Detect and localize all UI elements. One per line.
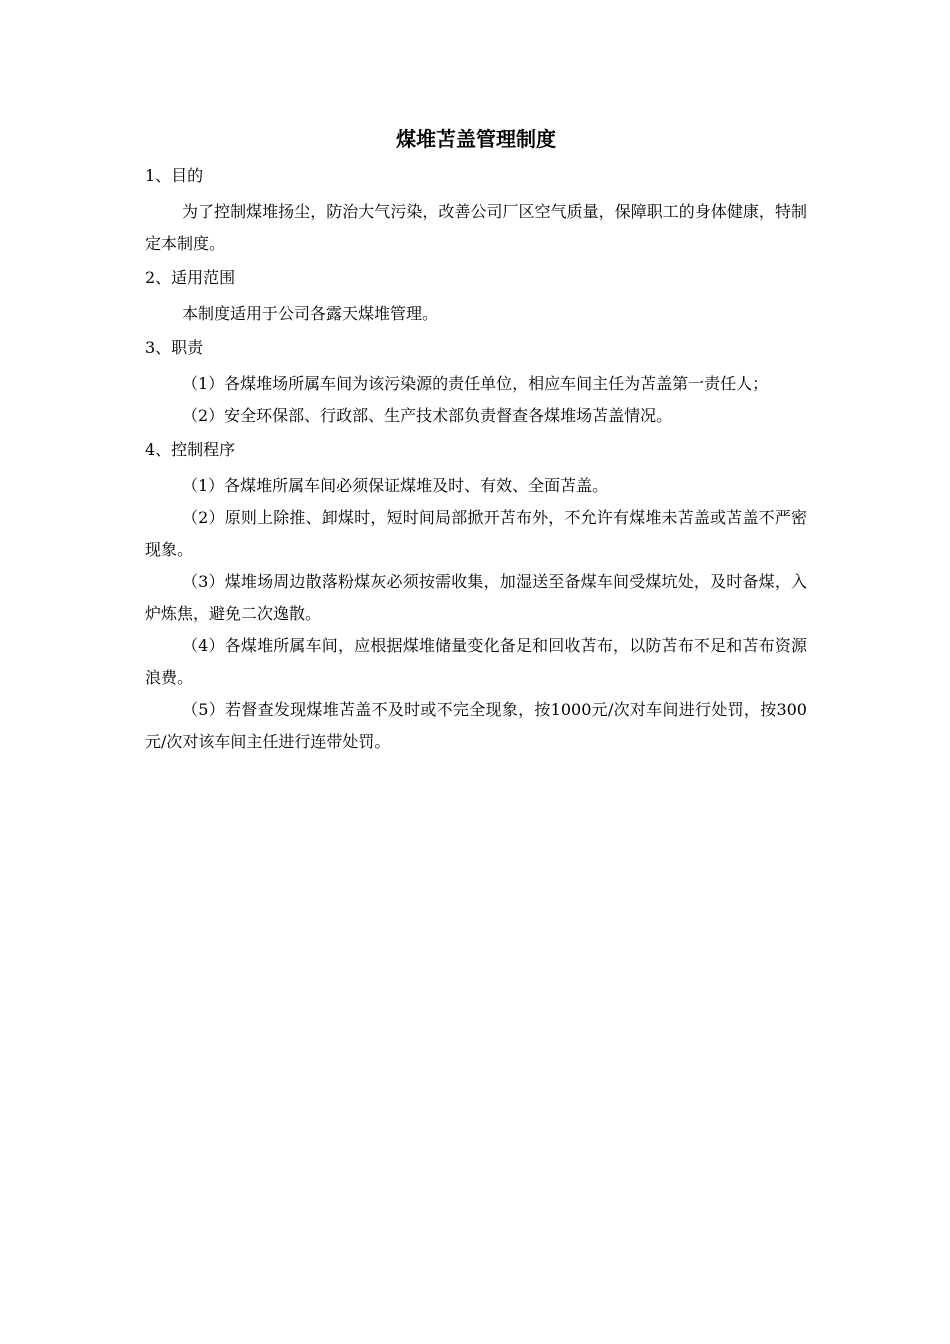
document-body	[145, 122, 807, 758]
paragraph: 本制度适用于公司各露天煤堆管理。	[182, 304, 439, 323]
section-heading: 2、适用范围	[145, 268, 236, 287]
paragraph: （5）若督查发现煤堆苫盖不及时或不完全现象，按1000元/次对车间进行处罚，按300元/次对该车间主任进行连带处罚。	[145, 700, 807, 751]
section-heading: 1、目的	[145, 166, 204, 185]
section-heading: 4、控制程序	[145, 440, 236, 459]
paragraph: 为了控制煤堆扬尘，防治大气污染，改善公司厂区空气质量，保障职工的身体健康，特制定本制度。	[145, 202, 807, 253]
section-purpose	[145, 160, 807, 260]
paragraph: （2）安全环保部、行政部、生产技术部负责督查各煤堆场苫盖情况。	[182, 406, 673, 425]
section-scope	[145, 262, 807, 330]
document-title: 煤堆苫盖管理制度	[396, 127, 556, 151]
section-control-procedure	[145, 434, 807, 758]
section-responsibilities	[145, 332, 807, 432]
paragraph: （3）煤堆场周边散落粉煤灰必须按需收集，加湿送至备煤车间受煤坑处，及时备煤，入炉炼焦，避免二次逸散。	[145, 572, 807, 623]
section-heading: 3、职责	[145, 338, 204, 357]
paragraph: （1）各煤堆场所属车间为该污染源的责任单位，相应车间主任为苫盖第一责任人；	[182, 374, 769, 393]
paragraph: （4）各煤堆所属车间，应根据煤堆储量变化备足和回收苫布，以防苫布不足和苫布资源浪费。	[145, 636, 807, 687]
paragraph: （1）各煤堆所属车间必须保证煤堆及时、有效、全面苫盖。	[182, 476, 609, 495]
paragraph: （2）原则上除推、卸煤时，短时间局部掀开苫布外，不允许有煤堆未苫盖或苫盖不严密现象。	[145, 508, 807, 559]
